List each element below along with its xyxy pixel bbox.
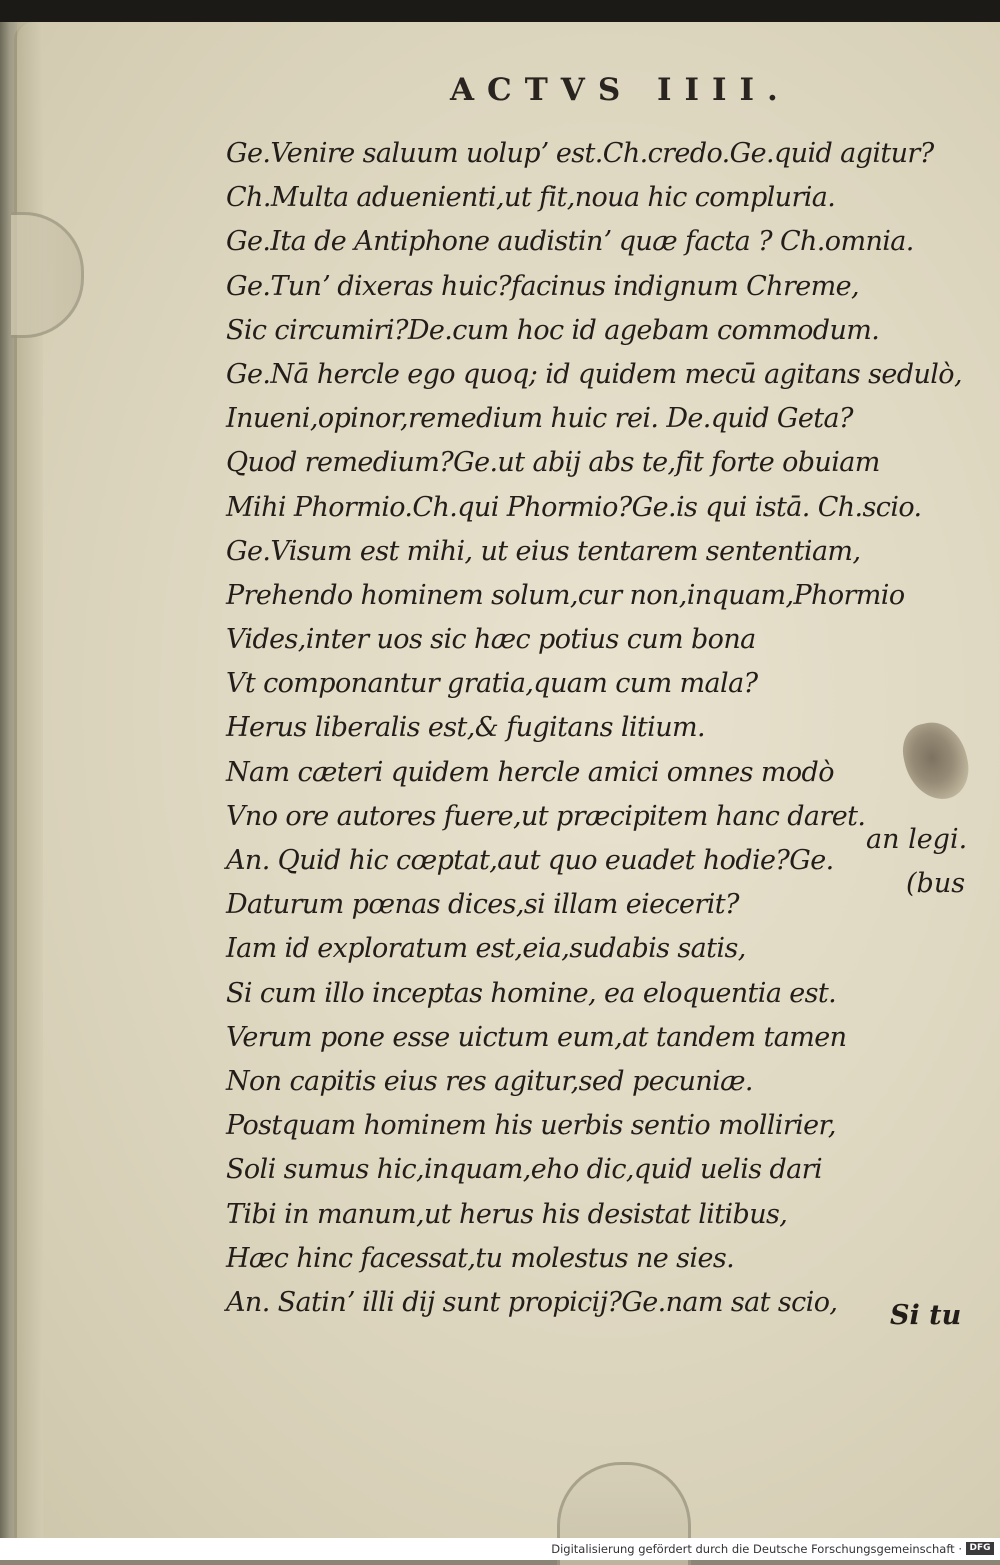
verse-line: An. Satinʼ illi dij sunt propicij?Ge.nam sat scio, — [226, 1286, 838, 1318]
verse-line: Inueni,opinor,remedium huic rei. De.quid Geta? — [226, 403, 853, 435]
scan-top-border — [0, 0, 1000, 22]
marginal-note-line-2: (bus — [906, 868, 966, 899]
verse-line: Vides,inter uos sic hæc potius cum bona — [226, 624, 756, 656]
footer-credit: Digitalisierung gefördert durch die Deutsche Forschungsgemeinschaft · — [551, 1542, 962, 1556]
verse-line: Ge.Venire saluum uolupʼ est.Ch.credo.Ge.quid agitur? — [226, 138, 934, 169]
dfg-logo: DFG — [966, 1542, 994, 1555]
marginal-note-line-1: an legi. — [866, 824, 968, 855]
footer-bar — [0, 1538, 1000, 1560]
verse-line: Ge.Visum est mihi, ut eius tentarem sententiam, — [226, 535, 861, 567]
verse-line: Ge.Nā hercle ego quoq; id quidem mecū agitans sedulò, — [226, 358, 962, 390]
verse-line: Verum pone esse uictum eum,at tandem tamen — [226, 1021, 847, 1053]
verse-line: Quod remedium?Ge.ut abij abs te,fit forte obuiam — [226, 447, 880, 479]
verse-line: Prehendo hominem solum,cur non,inquam,Phormio — [226, 579, 905, 611]
verse-text-block — [226, 132, 976, 1325]
verse-line: Ch.Multa aduenienti,ut fit,noua hic compluria. — [226, 182, 836, 214]
verse-line: Mihi Phormio.Ch.qui Phormio?Ge.is qui istā. Ch.scio. — [226, 491, 922, 523]
running-head: ACTVS IIII. — [450, 72, 791, 108]
verse-line: Soli sumus hic,inquam,eho dic,quid uelis dari — [226, 1154, 822, 1186]
verse-line: An. Quid hic cœptat,aut quo euadet hodie?Ge. — [226, 845, 834, 876]
verse-line: Tibi in manum,ut herus his desistat litibus, — [226, 1198, 788, 1230]
verse-line: Nam cæteri quidem hercle amici omnes modò — [226, 756, 834, 788]
verse-line: Postquam hominem his uerbis sentio mollirier, — [226, 1110, 836, 1142]
verse-line: Daturum pœnas dices,si illam eiecerit? — [226, 889, 739, 921]
verse-line: Si cum illo inceptas homine, ea eloquentia est. — [226, 977, 837, 1009]
verse-line: Ge.Tunʼ dixeras huic?facinus indignum Chreme, — [226, 270, 860, 302]
catchword: Si tu — [890, 1300, 962, 1331]
verse-line: Iam id exploratum est,eia,sudabis satis, — [226, 933, 746, 965]
verse-line: Ge.Ita de Antiphone audistinʼ quæ facta ? Ch.omnia. — [226, 226, 914, 258]
verse-line: Sic circumiri?De.cum hoc id agebam commodum. — [226, 314, 880, 346]
verse-line: Herus liberalis est,& fugitans litium. — [226, 712, 705, 744]
verse-line: Hæc hinc facessat,tu molestus ne sies. — [226, 1242, 735, 1274]
verse-line: Vno ore autores fuere,ut præcipitem hanc daret. — [226, 800, 866, 832]
page-clip-left — [11, 212, 84, 338]
verse-line: Non capitis eius res agitur,sed pecuniæ. — [226, 1065, 753, 1097]
verse-line: Vt componantur gratia,quam cum mala? — [226, 668, 758, 700]
